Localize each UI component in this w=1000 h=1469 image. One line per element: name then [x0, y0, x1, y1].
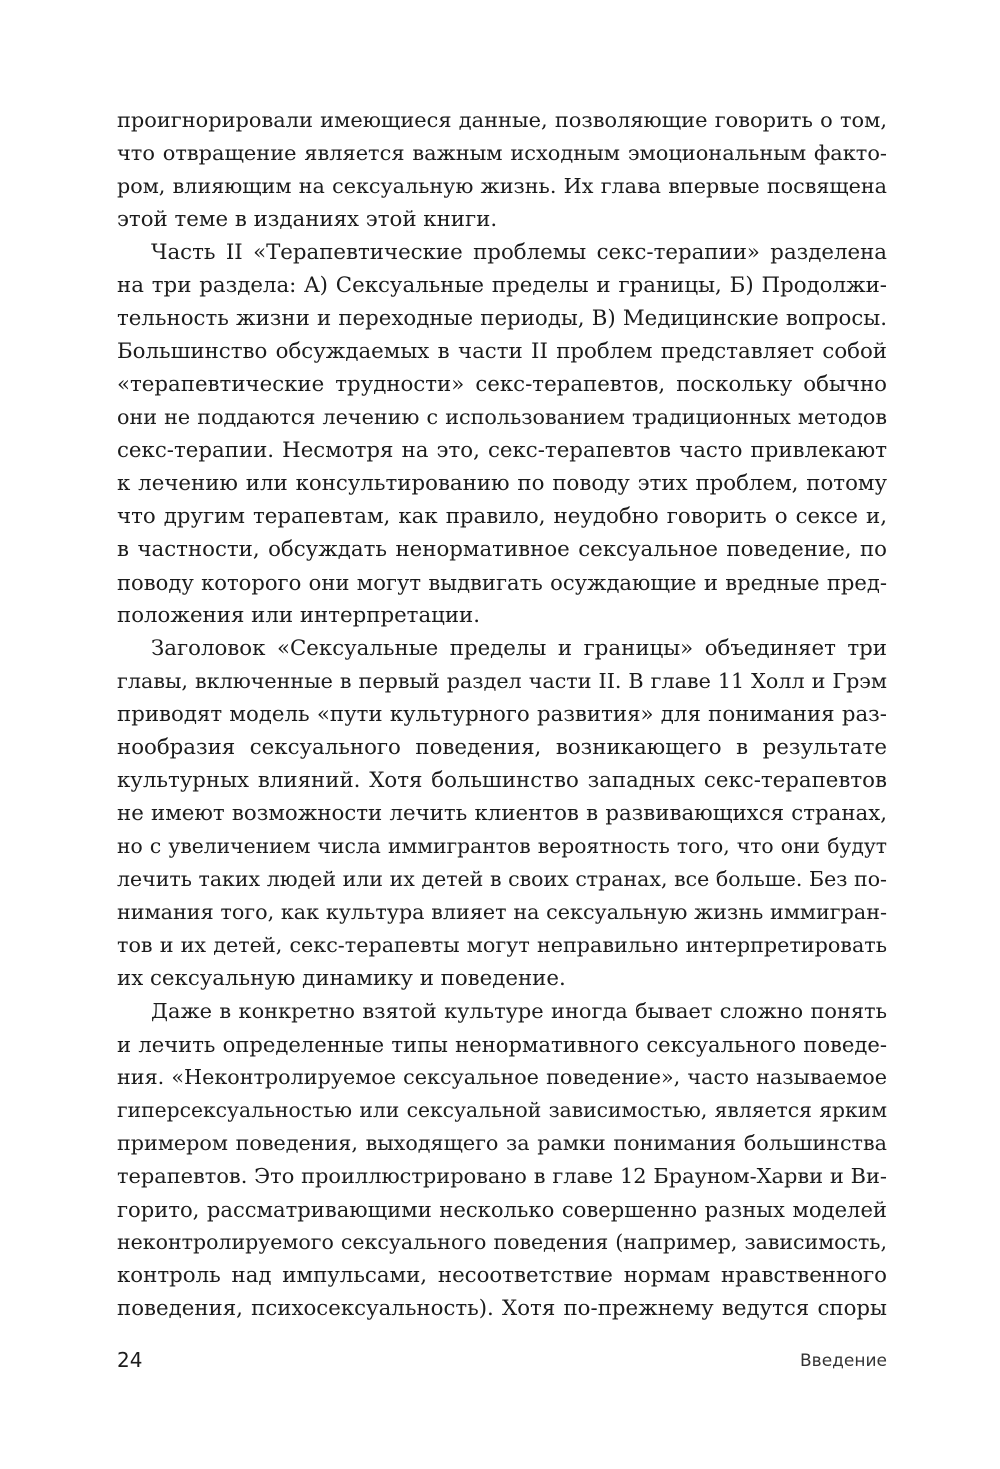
- page-number: 24: [117, 1348, 143, 1372]
- text-line: тов и их детей, секс-терапевты могут неправильно интерпретировать: [117, 933, 887, 957]
- text-line: нимания того, как культура влияет на сексуальную жизнь иммигран-: [117, 900, 887, 924]
- text-line: примером поведения, выходящего за рамки понимания большинства: [117, 1131, 887, 1155]
- text-line: «терапевтические трудности» секс-терапевтов, поскольку обычно: [117, 372, 887, 397]
- text-line: их сексуальную динамику и поведение.: [117, 966, 566, 991]
- text-line: проигнорировали имеющиеся данные, позволяющие говорить о том,: [117, 108, 887, 132]
- text-line: Заголовок «Сексуальные пределы и границы» объединяет три: [151, 636, 887, 661]
- text-line: поводу которого они могут выдвигать осуждающие и вредные пред-: [117, 570, 887, 595]
- running-head: Введение: [800, 1351, 887, 1371]
- text-line: Даже в конкретно взятой культуре иногда бывает сложно понять: [151, 999, 887, 1023]
- text-line: ния. «Неконтролируемое сексуальное поведение», часто называемое: [117, 1065, 887, 1089]
- text-line: и лечить определенные типы ненормативного сексуального поведе-: [117, 1032, 887, 1057]
- text-line: главы, включенные в первый раздел части II. В главе 11 Холл и Грэм: [117, 669, 887, 693]
- text-line: горито, рассматривающими несколько совершенно разных моделей: [117, 1197, 887, 1222]
- text-line: нообразия сексуального поведения, возникающего в результате: [117, 735, 887, 760]
- paragraph: [117, 236, 887, 632]
- body-text: [117, 104, 887, 1325]
- text-line: Часть II «Терапевтические проблемы секс-терапии» разделена: [151, 240, 887, 265]
- text-line: контроль над импульсами, несоответствие нормам нравственного: [117, 1263, 887, 1288]
- page-footer: [117, 1348, 887, 1378]
- text-line: секс-терапии. Несмотря на это, секс-терапевтов часто привлекают: [117, 438, 887, 463]
- text-line: в частности, обсуждать ненормативное сексуальное поведение, по: [117, 537, 887, 562]
- text-line: приводят модель «пути культурного развития» для понимания раз-: [117, 702, 887, 727]
- text-line: терапевтов. Это проиллюстрировано в главе 12 Брауном-Харви и Ви-: [117, 1164, 887, 1188]
- paragraph: [117, 995, 887, 1325]
- text-line: что отвращение является важным исходным эмоциональным факто-: [117, 141, 887, 165]
- text-line: культурных влияний. Хотя большинство западных секс-терапевтов: [117, 768, 887, 793]
- text-line: не имеют возможности лечить клиентов в развивающихся странах,: [117, 801, 887, 826]
- text-line: на три раздела: A) Сексуальные пределы и границы, Б) Продолжи-: [117, 273, 887, 298]
- text-line: тельность жизни и переходные периоды, В) Медицинские вопросы.: [117, 306, 887, 331]
- text-line: гиперсексуальностью или сексуальной зависимостью, является ярким: [117, 1098, 887, 1122]
- text-line: положения или интерпретации.: [117, 603, 481, 628]
- text-line: этой теме в изданиях этой книги.: [117, 207, 498, 232]
- paragraph: [117, 632, 887, 995]
- text-line: Большинство обсуждаемых в части II проблем представляет собой: [117, 339, 887, 364]
- page-body: [117, 104, 887, 1325]
- text-line: лечить таких людей или их детей в своих странах, все больше. Без по-: [117, 867, 887, 891]
- text-line: но с увеличением числа иммигрантов вероятность того, что они будут: [117, 834, 887, 858]
- paragraph: [117, 104, 887, 236]
- text-line: неконтролируемого сексуального поведения (например, зависимость,: [117, 1230, 887, 1254]
- text-line: ром, влияющим на сексуальную жизнь. Их глава впервые посвящена: [117, 174, 887, 198]
- text-line: что другим терапевтам, как правило, неудобно говорить о сексе и,: [117, 504, 887, 529]
- text-line: они не поддаются лечению с использованием традиционных методов: [117, 405, 887, 429]
- text-line: к лечению или консультированию по поводу этих проблем, потому: [117, 471, 887, 496]
- text-line: поведения, психосексуальность). Хотя по-прежнему ведутся споры: [117, 1296, 887, 1321]
